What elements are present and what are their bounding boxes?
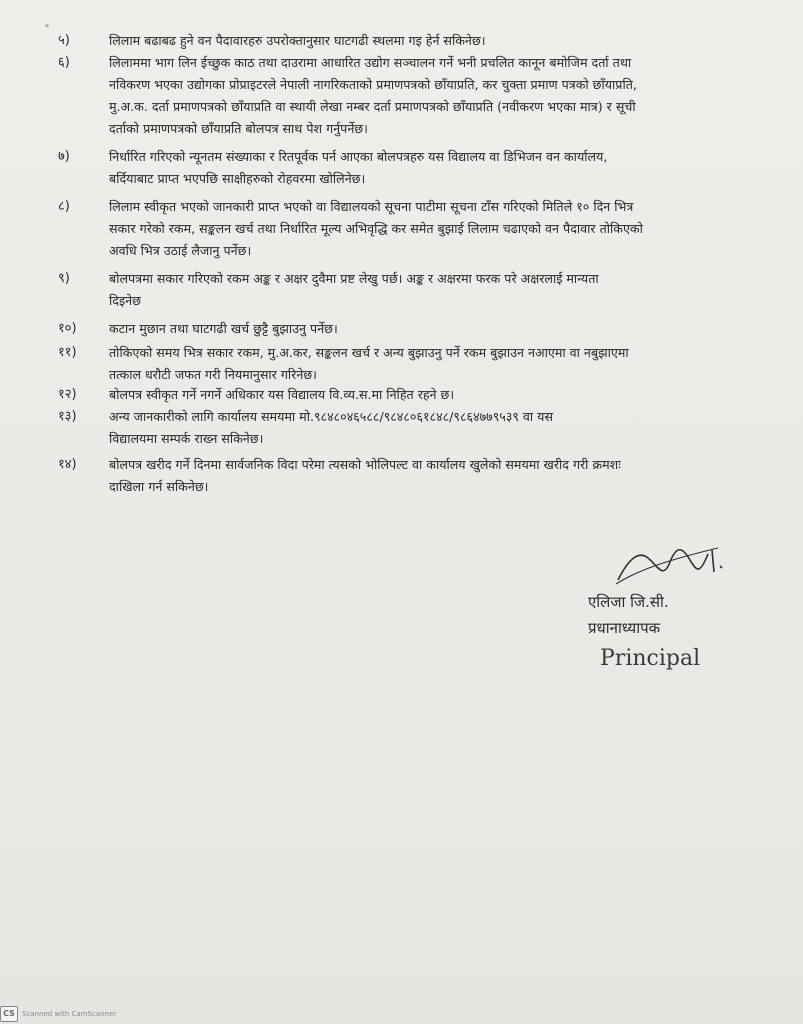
clause-line: मु.अ.क. दर्ता प्रमाणपत्रको छाँयाप्रति वा स्थायी लेखा नम्बर दर्ता प्रमाणपत्रको छाँयाप्रति (नवीकरण भएका मात्र) र सूची	[109, 99, 636, 114]
clause-line: सकार गरेको रकम, सङ्कलन खर्च तथा निर्धारित मूल्य अभिवृद्धि कर समेत बुझाई लिलाम चढाएको वन पैदावार तोकिएको	[109, 221, 643, 236]
clause-number: ९)	[58, 271, 70, 286]
clause-line: लिलाममा भाग लिन ईच्छुक काठ तथा दाउरामा आधारित उद्योग सञ्चालन गर्ने भनी प्रचलित कानून बमोजिम दर्ता तथा	[109, 55, 632, 70]
clause-number: १२)	[58, 387, 77, 402]
clause-line: विद्यालयमा सम्पर्क राख्न सकिनेछ।	[109, 431, 264, 446]
clause-text	[109, 318, 769, 340]
clause-line: बर्दियाबाट प्राप्त भएपछि साक्षीहरुको रोहवरमा खोलिनेछ।	[109, 171, 366, 186]
clause-text	[109, 30, 769, 52]
principal-stamp: Principal	[600, 646, 701, 671]
scanner-text: Scanned with CamScanner	[22, 1009, 117, 1018]
clause-line: तत्काल धरौटी जफत गरी नियमानुसार गरिनेछ।	[109, 367, 317, 382]
signatory-title: प्रधानाध्यापक	[588, 619, 661, 637]
clause-line: दर्ताको प्रमाणपत्रको छाँयाप्रति बोलपत्र साथ पेश गर्नुपर्नेछ।	[109, 121, 368, 136]
clause-text	[109, 342, 769, 386]
clause-text	[109, 454, 769, 498]
clause-line: दिइनेछ	[109, 293, 141, 308]
clause-text	[109, 52, 769, 140]
clause-text	[109, 406, 769, 450]
clause-number: १४)	[58, 457, 77, 472]
clause-line: बोलपत्र स्वीकृत गर्ने नगर्ने अधिकार यस विद्यालय वि.व्य.स.मा निहित रहने छ।	[109, 387, 455, 402]
clause-line: कटान मुछान तथा घाटगढी खर्च छुट्टै बुझाउनु पर्नेछ।	[109, 321, 338, 336]
clause-line: लिलाम बढाबढ हुने वन पैदावारहरु उपरोक्तानुसार घाटगढी स्थलमा गइ हेर्न सकिनेछ।	[109, 33, 486, 48]
clause-line: निर्धारित गरिएको न्यूनतम संख्याका र रितपूर्वक पर्न आएका बोलपत्रहरु यस विद्यालय वा डिभिजन वन कार्यालय,	[109, 149, 608, 164]
signatory-name: एलिजा जि.सी.	[588, 593, 669, 611]
corner-mark: "	[45, 24, 50, 34]
camscanner-logo-icon: CS	[0, 1006, 18, 1022]
clause-text	[109, 196, 769, 262]
clause-number: ८)	[58, 199, 70, 214]
clause-line: तोकिएको समय भित्र सकार रकम, मु.अ.कर, सङ्कलन खर्च र अन्य बुझाउनु पर्ने रकम बुझाउन नआएमा वा नबुझाएमा	[109, 345, 629, 360]
clause-line: अन्य जानकारीको लागि कार्यालय समयमा मो.९८४८०४६५८८/९८४८०६१८४८/९८६४७७९५३९ वा यस	[109, 409, 554, 424]
clause-text	[109, 268, 769, 312]
scanner-watermark	[0, 1003, 116, 1024]
clause-line: लिलाम स्वीकृत भएको जानकारी प्राप्त भएको वा विद्यालयको सूचना पाटीमा सूचना टाँस गरिएको मितिले १० दिन भित्र	[109, 199, 634, 214]
clause-number: ७)	[58, 149, 70, 164]
clause-text	[109, 384, 769, 406]
clause-number: ६)	[58, 55, 70, 70]
clause-number: ११)	[58, 345, 77, 360]
clause-number: ५)	[58, 33, 70, 48]
clause-line: अवधि भित्र उठाई लैजानु पर्नेछ।	[109, 243, 252, 258]
clause-line: दाखिला गर्न सकिनेछ।	[109, 479, 209, 494]
clause-line: बोलपत्र खरीद गर्ने दिनमा सार्वजनिक विदा परेमा त्यसको भोलिपल्ट वा कार्यालय खुलेको समयमा खरीद गरी क्रमशः	[109, 457, 621, 472]
signature-scribble-icon	[608, 540, 728, 590]
clause-text	[109, 146, 769, 190]
clause-line: बोलपत्रमा सकार गरिएको रकम अङ्क र अक्षर दुवैमा प्रष्ट लेखु पर्छ। अङ्क र अक्षरमा फरक परे अक्षरलाई मान्यता	[109, 271, 599, 286]
clause-line: नविकरण भएका उद्योगका प्रोप्राइटरले नेपाली नागरिकताको प्रमाणपत्रको छाँयाप्रति, कर चुक्ता प्रमाण पत्रको छाँयाप्रति,	[109, 77, 637, 92]
clause-number: १०)	[58, 321, 77, 336]
clause-number: १३)	[58, 409, 77, 424]
